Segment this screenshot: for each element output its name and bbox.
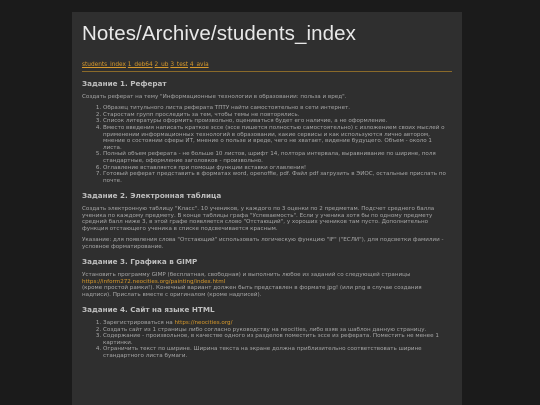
breadcrumb-link-test[interactable]: 3_test: [170, 62, 189, 68]
section-heading: Задание 4. Сайт на языке HTML: [82, 305, 215, 315]
list-item: 2. Создать сайт из 1 страницы либо согласно руководству на neocities, либо взяв за шаблон данную страницу.: [103, 327, 452, 334]
neocities-link[interactable]: https://neocities.org/: [174, 320, 233, 327]
section-heading: Задание 2. Электронная таблица: [82, 191, 222, 201]
header: [72, 12, 462, 72]
gimp-tasks-link[interactable]: https://inform272.neocities.org/painting/index.html: [82, 278, 226, 285]
task-list: [82, 320, 452, 360]
section-intro: Установить программу GIMP (бесплатная, свободная) и выполнить любое из заданий со следующей страницы: [82, 272, 411, 279]
breadcrumb-link-students-index[interactable]: students_index: [82, 62, 126, 68]
breadcrumb: [82, 62, 452, 72]
section-paragraph: [82, 272, 452, 298]
list-item: 1. Образец титульного листа реферата ТПТУ найти самостоятельно в сети интернет.: [103, 105, 452, 112]
list-item: 3. Содержание - произвольное, в качестве одного из разделов поместить эссе из реферата. Поместить не менее 1 картинки.: [103, 333, 452, 346]
list-item: 4. Ограничить текст по ширине. Ширина текста на экране должна приблизительно соответствовать ширине стандартного листа бумаги.: [103, 346, 452, 359]
list-item-text: Зарегистрироваться на: [103, 320, 175, 327]
breadcrumb-link-ub[interactable]: 2_ub: [154, 62, 169, 68]
list-item: 5. Полный объем реферата - не больше 10 листов, шрифт 14, полтора интервала, выравнивание по ширине, поля стандартные, оформление заголовков - произвольно.: [103, 151, 452, 164]
list-item: 3. Список литературы оформить произвольно, оцениваться будет его наличие, а не оформление.: [103, 118, 452, 125]
section-heading: Задание 3. Графика в GIMP: [82, 257, 198, 267]
section-intro: Создать реферат на тему "Информационные технологии в образовании: польза и вред".: [82, 93, 347, 100]
main-content: [72, 81, 462, 360]
section-outro: (кроме простой рамки!). Конечный вариант должен быть представлен в формате jpg! (или png в случае создания надписи). Прислать вместе с оригиналом (кроме надписей).: [82, 285, 422, 298]
list-item: 6. Оглавление вставляется при помощи функции вставки оглавления!: [103, 165, 452, 172]
list-item: 7. Готовый реферат представить в форматах word, openoffie, pdf. Файл pdf загрузить в ЭИОС, остальные прислать по почте.: [103, 171, 452, 184]
breadcrumb-link-deb64[interactable]: 1_deb64: [127, 62, 153, 68]
page-title: Notes/Archive/students_index: [82, 22, 357, 45]
task-list: [82, 105, 452, 184]
breadcrumb-link-avia[interactable]: 4_avia: [189, 62, 209, 68]
page-container: [72, 12, 462, 405]
section-heading: Задание 1. Реферат: [82, 79, 167, 88]
section-paragraph: Указание: для появления слова "Отстающий" использовать логическую функцию "IF" ("ЕСЛИ"), для подсветки фамилии - условное форматирование.: [82, 237, 444, 250]
section-paragraph: Создать электронную таблицу "Класс". 10 учеников, у каждого по 3 оценки по 2 предметам. Подсчет среднего балла ученика по каждому предмету. В конце таблицы графа "Успеваемость". Если у ученика хотя бы по одному предмету средний балл ниже 3, в этой графе появляется слово "Отстающий", у хороших учеников там пусто. Дополнительно функция отстающего ученика в списке подсвечивается красным.: [82, 205, 435, 232]
list-item: 4. Вместо введения написать краткое эссе (эссе пишется полностью самостоятельно) с изложением своих мыслей о применении информационных технологий в образовании, какие сервисы и как используются лично автором, мнение о состоянии сферы ИТ, мнение о пользе и вреде, чего не хватает, видение будущего. Объем - около 1 листа.: [103, 125, 452, 151]
list-item: [103, 320, 452, 327]
list-item: 2. Старостам групп проследить за тем, чтобы темы не повторялись.: [103, 112, 452, 119]
